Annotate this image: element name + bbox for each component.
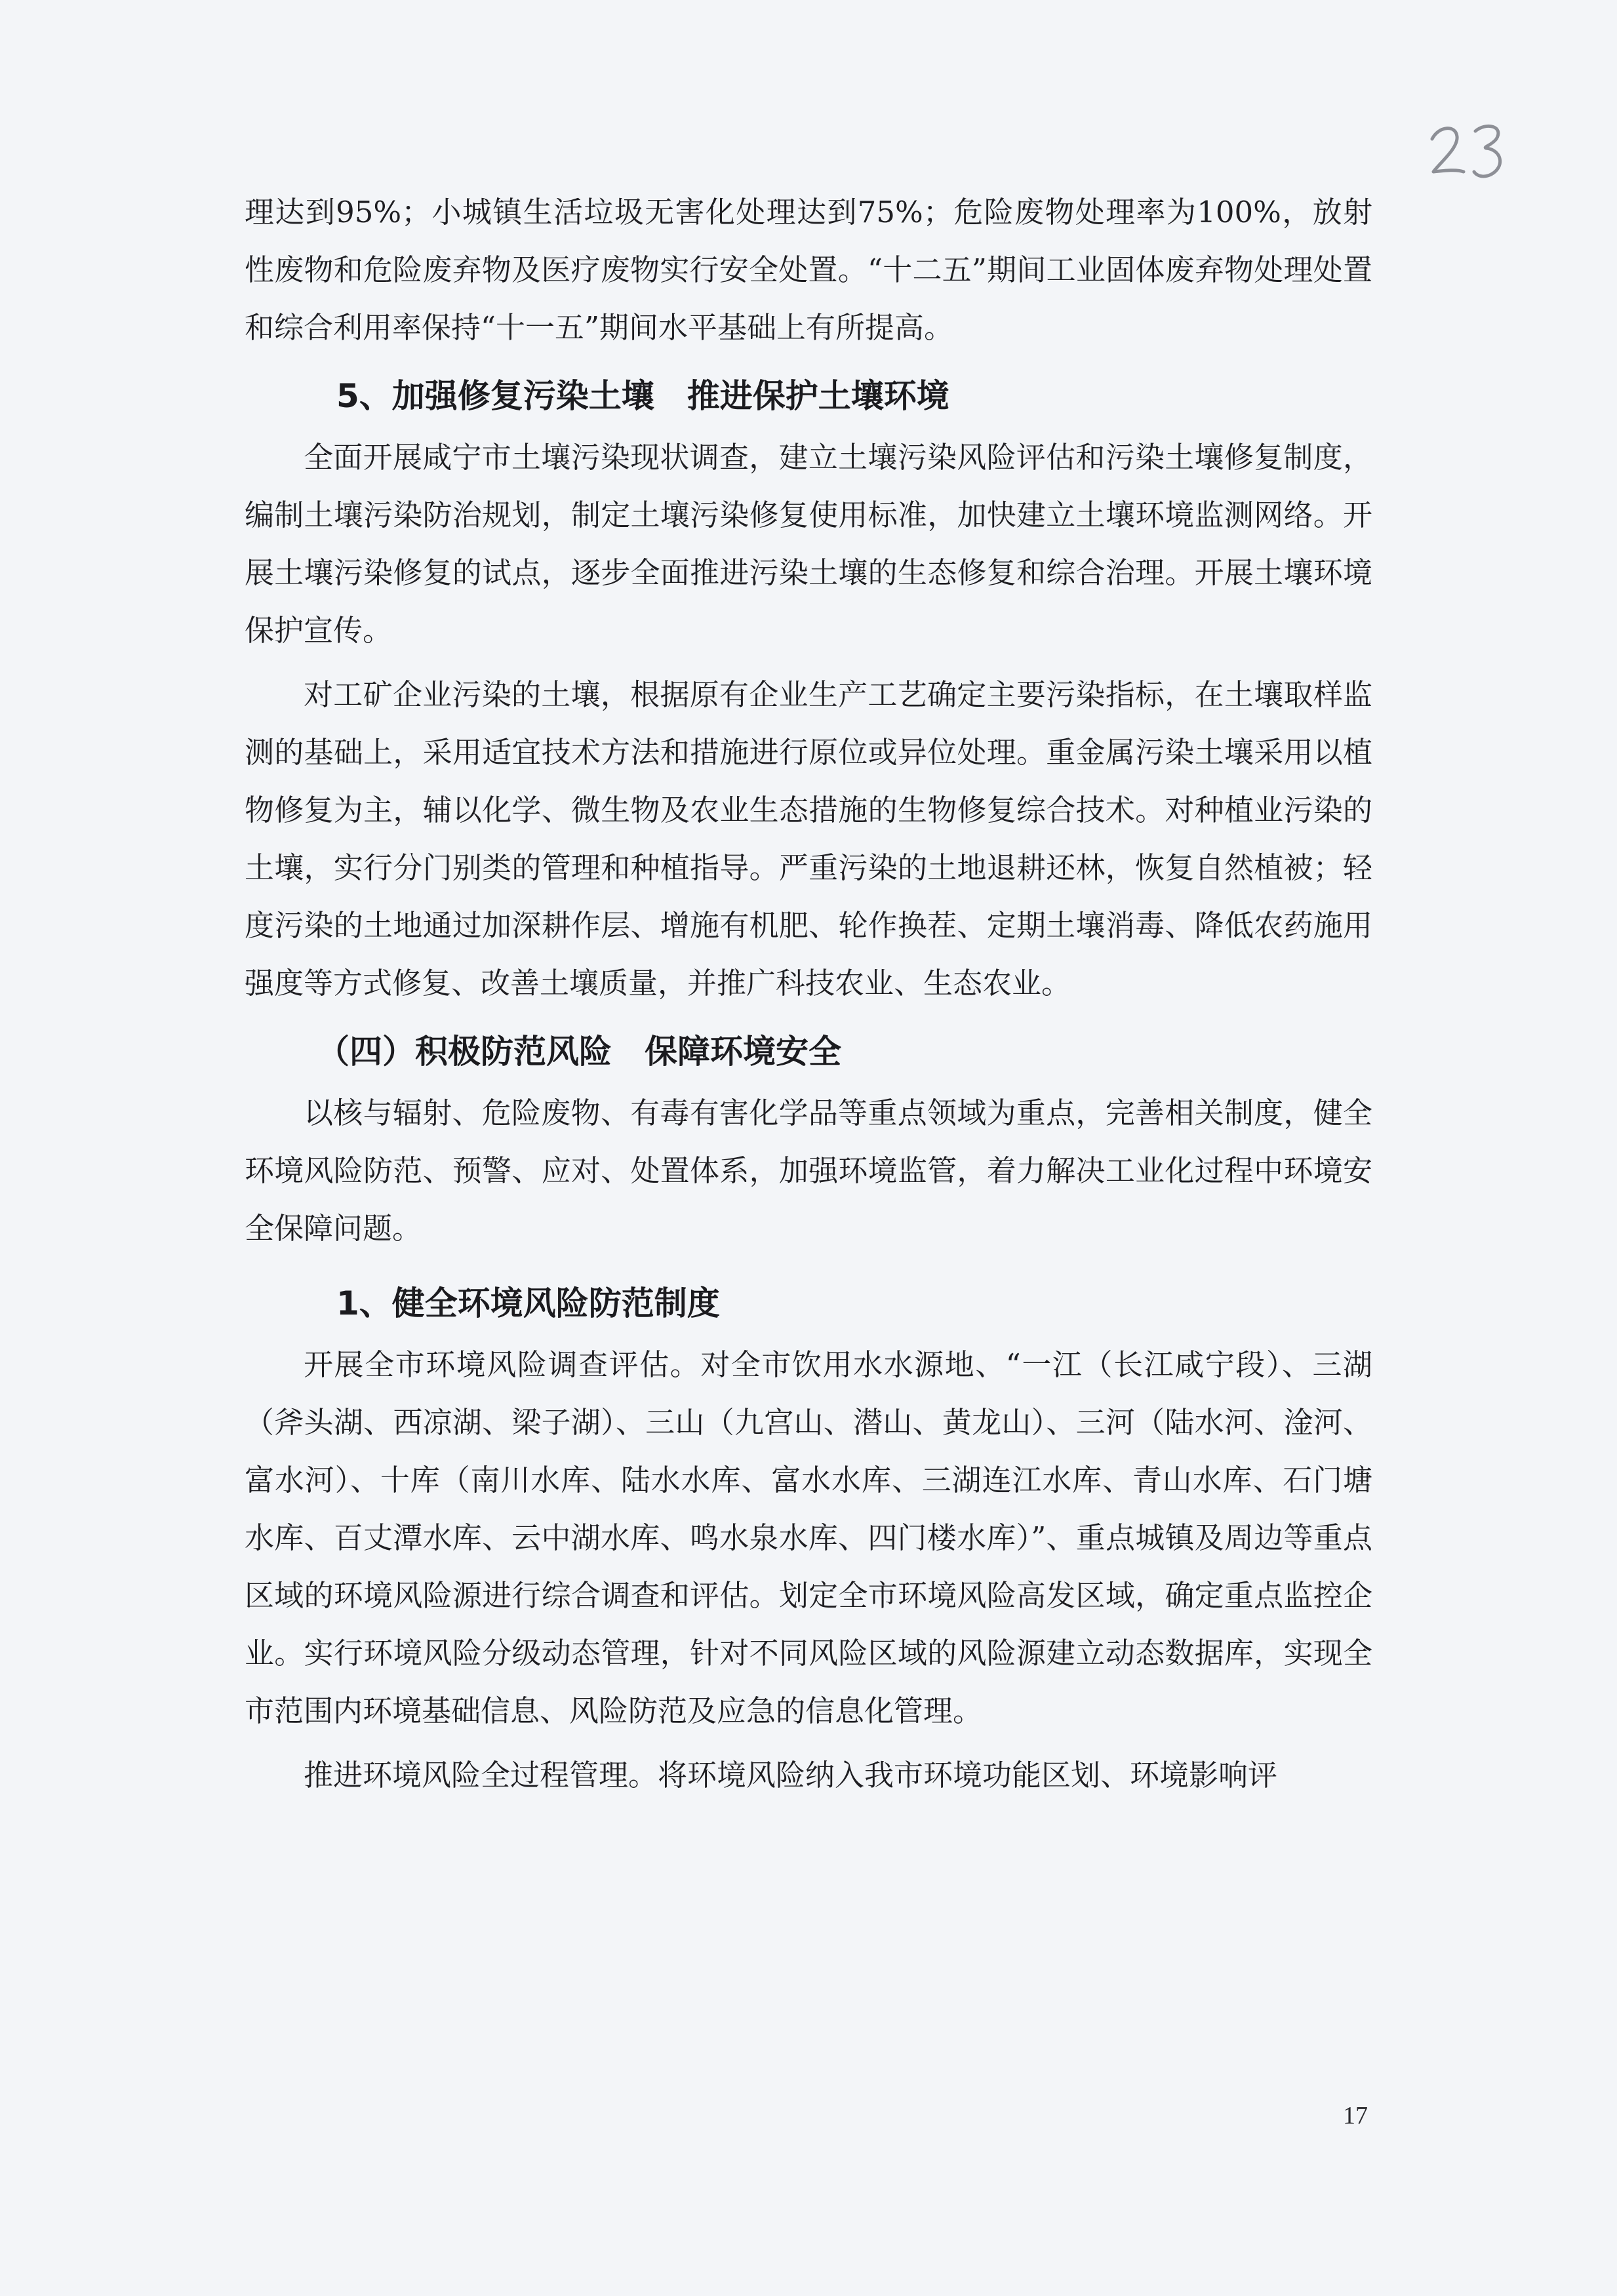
body-text — [245, 184, 1372, 1804]
section-heading-soil-remediation: 5、加强修复污染土壤 推进保护土壤环境 — [336, 377, 949, 415]
section-heading-risk-prevention: （四）积极防范风险 保障环境安全 — [317, 1033, 841, 1071]
paragraph-risk-survey: 开展全市环境风险调查评估。对全市饮用水水源地、“一江（长江咸宁段）、三湖（斧头湖、西凉湖、梁子湖）、三山（九宫山、潜山、黄龙山）、三河（陆水河、淦河、富水河）、十库（南川水库、陆水水库、富水水库、三湖连江水库、青山水库、石门塘水库、百丈潭水库、云中湖水库、鸣水泉水库、四门楼水库）”、重点城镇及周边等重点区域的环境风险源进行综合调查和评估。划定全市环境风险高发区域，确定重点监控企业。实行环境风险分级动态管理，针对不同风险区域的风险源建立动态数据库，实现全市范围内环境基础信息、风险防范及应急的信息化管理。 — [245, 1347, 1372, 1728]
paragraph-risk-overview: 以核与辐射、危险废物、有毒有害化学品等重点领域为重点，完善相关制度，健全环境风险防范、预警、应对、处置体系，加强环境监管，着力解决工业化过程中环境安全保障问题。 — [245, 1096, 1372, 1246]
paragraph-industrial-soil: 对工矿企业污染的土壤，根据原有企业生产工艺确定主要污染指标，在土壤取样监测的基础上，采用适宜技术方法和措施进行原位或异位处理。重金属污染土壤采用以植物修复为主，辅以化学、微生物及农业生态措施的生物修复综合技术。对种植业污染的土壤，实行分门别类的管理和种植指导。严重污染的土地退耕还林，恢复自然植被；轻度污染的土地通过加深耕作层、增施有机肥、轮作换茬、定期土壤消毒、降低农药施用强度等方式修复、改善土壤质量，并推广科技农业、生态农业。 — [245, 677, 1372, 1000]
paragraph-soil-survey: 全面开展咸宁市土壤污染现状调查，建立土壤污染风险评估和污染土壤修复制度，编制土壤污染防治规划，制定土壤污染修复使用标准，加快建立土壤环境监测网络。开展土壤污染修复的试点，逐步全面推进污染土壤的生态修复和综合治理。开展土壤环境保护宣传。 — [245, 440, 1372, 648]
handwritten-page-mark — [1423, 111, 1515, 184]
section-heading-risk-system: 1、健全环境风险防范制度 — [336, 1284, 720, 1322]
page-number: 17 — [1343, 2102, 1368, 2129]
paragraph-risk-management: 推进环境风险全过程管理。将环境风险纳入我市环境功能区划、环境影响评 — [304, 1758, 1278, 1792]
paragraph-waste-disposal: 理达到95%；小城镇生活垃圾无害化处理达到75%；危险废物处理率为100%，放射性废物和危险废弃物及医疗废物实行安全处置。“十二五”期间工业固体废弃物处理处置和综合利用率保持“十一五”期间水平基础上有所提高。 — [245, 195, 1372, 345]
